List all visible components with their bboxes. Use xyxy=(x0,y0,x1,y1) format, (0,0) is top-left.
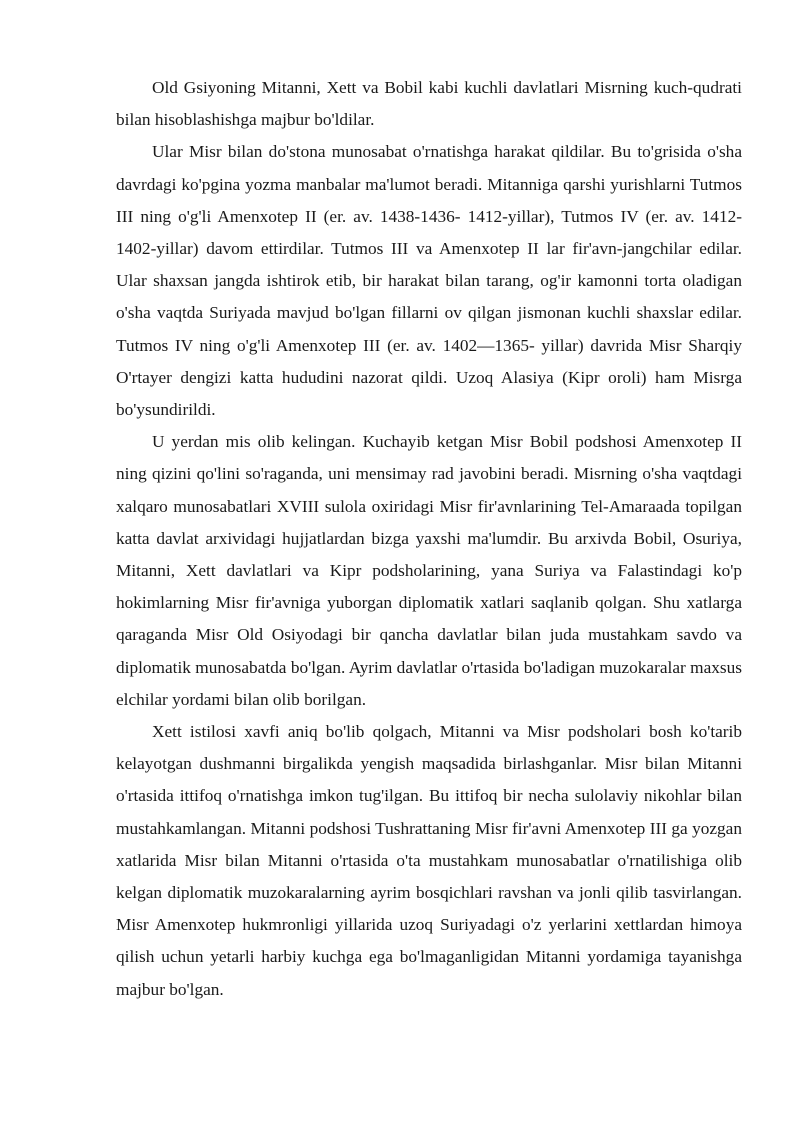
paragraph-1: Old Gsiyoning Mitanni, Xett va Bobil kabi kuchli davlatlari Misrning kuch-qudrati bilan hisoblashishga majbur bo'ldilar. xyxy=(116,78,742,130)
document-page xyxy=(116,72,742,1006)
paragraph-4: Xett istilosi xavfi aniq bo'lib qolgach, Mitanni va Misr podsholari bosh ko'tarib kelayotgan dushmanni birgalikda yengish maqsadida birlashganlar. Misr bilan Mitanni o'rtasida ittifoq o'rnatishga imkon tug'ilgan. Bu ittifoq bir necha sulolaviy nikohlar bilan mustahkamlangan. Mitanni podshosi Tushrattaning Misr fir'avni Amenxotep III ga yozgan xatlarida Misr bilan Mitanni o'rtasida o'ta mustahkam munosabatlar o'rnatilishiga olib kelgan diplomatik muzokaralarning ayrim bosqichlari ravshan va jonli qilib tasvirlangan. Misr Amenxotep hukmronligi yillarida uzoq Suriyadagi o'z yerlarini xettlardan himoya qilish uchun yetarli harbiy kuchga ega bo'lmaganligidan Mitanni yordamiga tayanishga majbur bo'lgan. xyxy=(116,722,742,999)
paragraph-3: U yerdan mis olib kelingan. Kuchayib ketgan Misr Bobil podshosi Amenxotep II ning qizini qo'lini so'raganda, uni mensimay rad javobini beradi. Misrning o'sha vaqtdagi xalqaro munosabatlari XVIII sulola oxiridagi Misr fir'avnlarining Tel-Amaraada topilgan katta davlat arxividagi hujjatlardan bizga yaxshi ma'lumdir. Bu arxivda Bobil, Osuriya, Mitanni, Xett davlatlari va Kipr podsholarining, yana Suriya va Falastindagi ko'p hokimlarning Misr fir'avniga yuborgan diplomatik xatlari saqlanib qolgan. Shu xatlarga qaraganda Misr Old Osiyodagi bir qancha davlatlar bilan juda mustahkam savdo va diplomatik munosabatda bo'lgan. Ayrim davlatlar o'rtasida bo'ladigan muzokaralar maxsus elchilar yordami bilan olib borilgan. xyxy=(116,432,742,709)
paragraph-2: Ular Misr bilan do'stona munosabat o'rnatishga harakat qildilar. Bu to'grisida o'sha davrdagi ko'pgina yozma manbalar ma'lumot beradi. Mitanniga qarshi yurishlarni Tutmos III ning o'g'li Amenxotep II (er. av. 1438-1436- 1412-yillar), Tutmos IV (er. av. 1412- 1402-yillar) davom ettirdilar. Tutmos III va Amenxotep II lar fir'avn-jangchilar edilar. Ular shaxsan jangda ishtirok etib, bir harakat bilan tarang, og'ir kamonni torta oladigan o'sha vaqtda Suriyada mavjud bo'lgan fillarni ov qilgan jismonan kuchli shaxslar edilar. Tutmos IV ning o'g'li Amenxotep III (er. av. 1402—1365- yillar) davrida Misr Sharqiy O'rtayer dengizi katta hududini nazorat qildi. Uzoq Alasiya (Kipr oroli) ham Misrga bo'ysundirildi. xyxy=(116,142,742,420)
